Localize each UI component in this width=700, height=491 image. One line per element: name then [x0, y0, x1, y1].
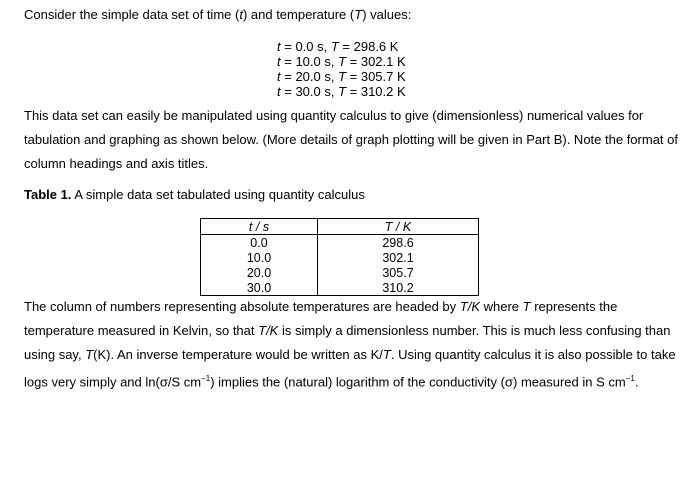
data-table: [200, 218, 479, 296]
cell-time: 30.0: [201, 280, 318, 296]
column-header-time: t / s: [201, 219, 318, 235]
cell-temperature: 305.7: [318, 265, 479, 280]
cell-time: 10.0: [201, 250, 318, 265]
equation-line: t = 20.0 s, T = 305.7 K: [277, 69, 406, 84]
cell-temperature: 298.6: [318, 235, 479, 251]
intro-text: Consider the simple data set of time (t) and temperature (T) values:: [24, 7, 412, 22]
equation-list: [277, 39, 406, 99]
paragraph-1: This data set can easily be manipulated using quantity calculus to give (dimensionless) numerical values for tabulation and graphing as shown below. (More details of graph plotting will be given in Part B). Note the format of column headings and axis titles.: [24, 108, 678, 171]
table-row: [201, 280, 479, 296]
paragraph-2: The column of numbers representing absolute temperatures are headed by T/K where T represents the temperature measured in Kelvin, so that T/K is simply a dimensionless number. This is much less confusing than using say, T(K). An inverse temperature would be written as K/T. Using quantity calculus it is also possible to take logs very simply and ln(σ/S $cm^{-1}$) implies the (natural) logarithm of the conductivity (σ) measured in S $cm^{-1}$.: [24, 299, 676, 390]
table-row: [201, 265, 479, 280]
cell-temperature: 310.2: [318, 280, 479, 296]
equation-line: t = 10.0 s, T = 302.1 K: [277, 54, 406, 69]
table-caption: Table 1. A simple data set tabulated using quantity calculus: [24, 187, 365, 202]
equation-line: t = 30.0 s, T = 310.2 K: [277, 84, 406, 99]
table-header-row: [201, 219, 479, 235]
table-row: [201, 235, 479, 251]
cell-time: 20.0: [201, 265, 318, 280]
column-header-temperature: T / K: [318, 219, 479, 235]
equation-line: t = 0.0 s, T = 298.6 K: [277, 39, 399, 54]
cell-temperature: 302.1: [318, 250, 479, 265]
cell-time: 0.0: [201, 235, 318, 251]
table-row: [201, 250, 479, 265]
